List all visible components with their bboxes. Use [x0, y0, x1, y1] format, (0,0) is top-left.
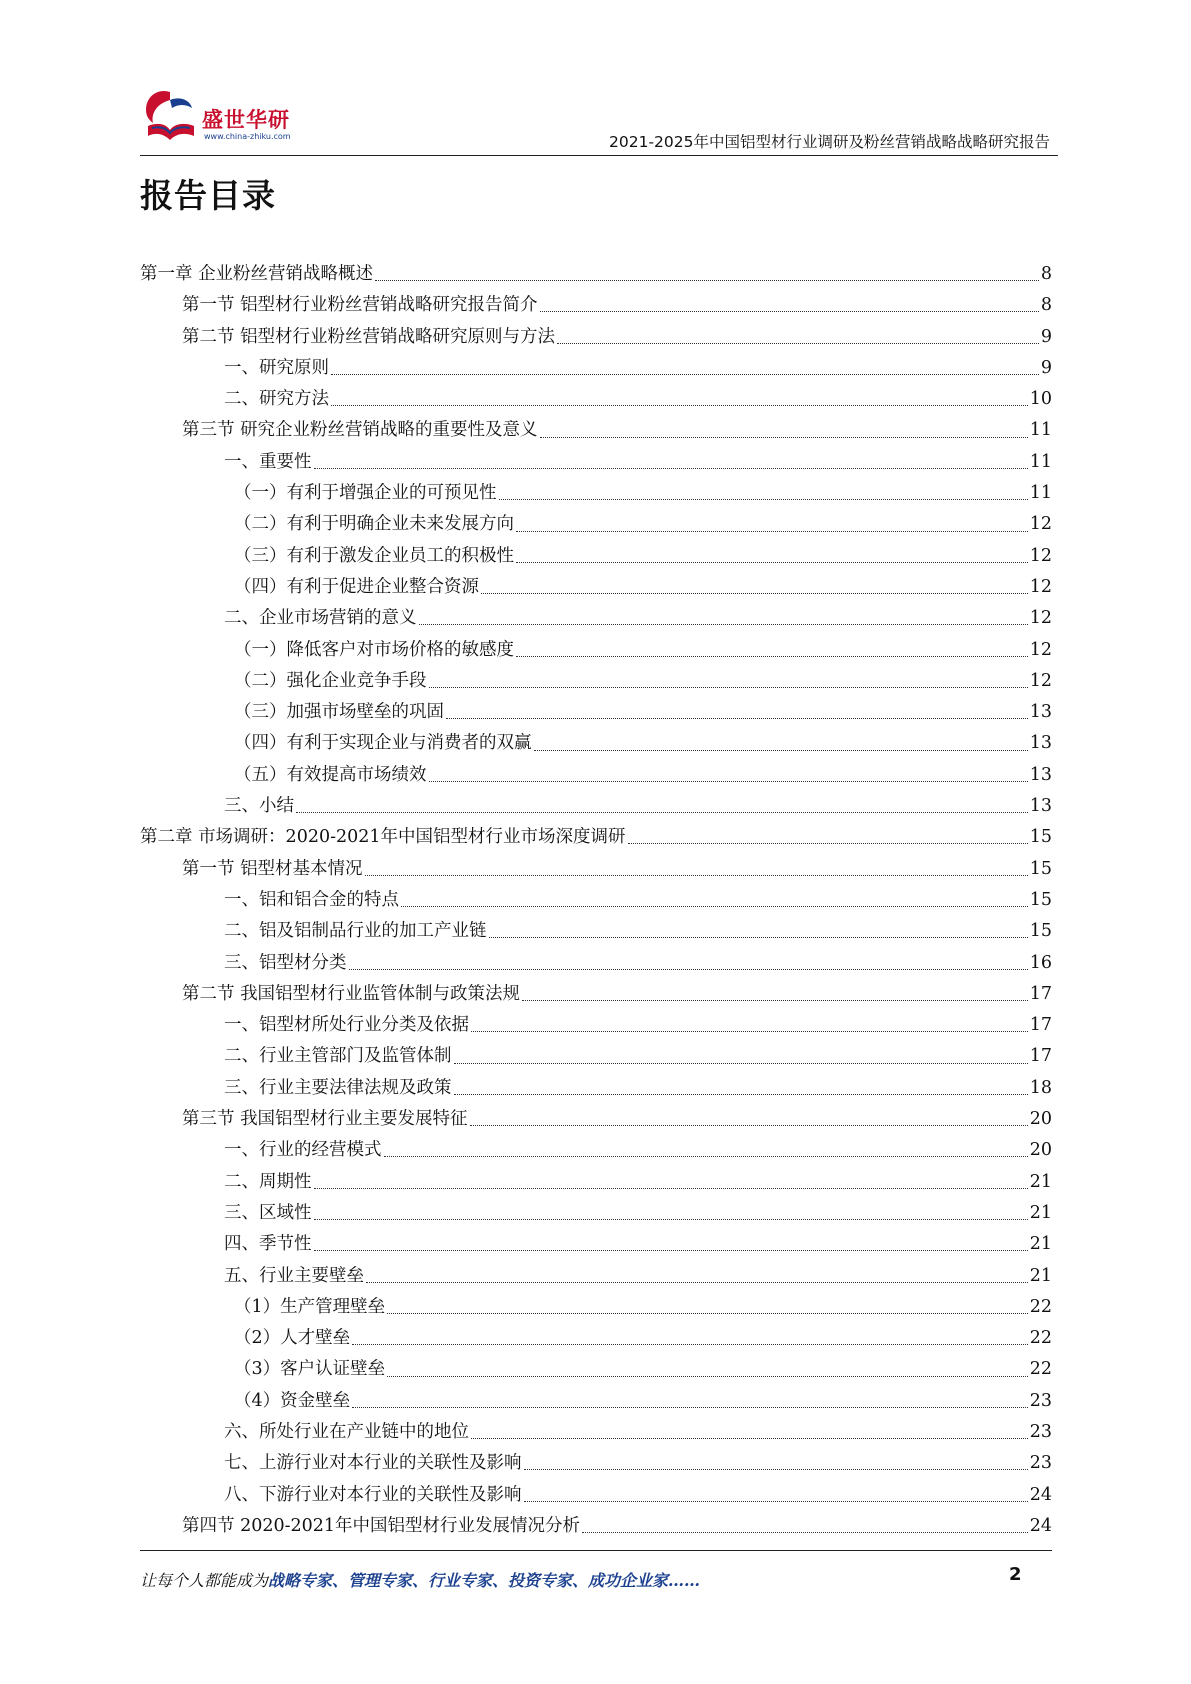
- dot-leader: [481, 593, 1028, 594]
- toc-entry-title: 第三节 我国铝型材行业主要发展特征: [182, 1104, 468, 1135]
- dot-leader: [524, 1501, 1028, 1502]
- toc-entry-title: 一、重要性: [224, 447, 312, 478]
- dot-leader: [352, 1407, 1028, 1408]
- dot-leader: [375, 280, 1039, 281]
- toc-entry-title: （1）生产管理壁垒: [234, 1292, 385, 1323]
- dot-leader: [471, 1438, 1028, 1439]
- dot-leader: [387, 1313, 1028, 1314]
- page-number: 2: [1009, 1564, 1022, 1585]
- toc-entry-page: 10: [1029, 389, 1052, 410]
- toc-entry[interactable]: [140, 979, 1052, 1010]
- toc-entry-page: 12: [1029, 670, 1052, 691]
- toc-entry-page: 12: [1029, 576, 1052, 597]
- toc-entry-title: 三、区域性: [224, 1198, 312, 1229]
- toc-entry-title: 第二节 铝型材行业粉丝营销战略研究原则与方法: [182, 322, 555, 353]
- toc-entry-page: 20: [1029, 1109, 1052, 1130]
- toc-entry-title: （2）人才壁垒: [234, 1323, 350, 1354]
- dot-leader: [296, 812, 1028, 813]
- toc-entry-title: 第三节 研究企业粉丝营销战略的重要性及意义: [182, 415, 538, 446]
- dot-leader: [516, 656, 1028, 657]
- toc-entry-title: 第一节 铝型材行业粉丝营销战略研究报告简介: [182, 290, 538, 321]
- dot-leader: [534, 750, 1028, 751]
- toc-entry-page: 23: [1029, 1421, 1052, 1442]
- toc-entry-page: 24: [1029, 1515, 1052, 1536]
- toc-entry-title: （3）客户认证壁垒: [234, 1354, 385, 1385]
- toc-entry-title: （一）有利于增强企业的可预见性: [234, 478, 497, 509]
- toc-entry-page: 21: [1029, 1234, 1052, 1255]
- toc-entry[interactable]: [140, 322, 1052, 353]
- toc-entry[interactable]: [140, 1041, 1052, 1072]
- dot-leader: [429, 781, 1028, 782]
- toc-entry-page: 15: [1029, 921, 1052, 942]
- dot-leader: [471, 1031, 1028, 1032]
- dot-leader: [454, 1094, 1028, 1095]
- dot-leader: [401, 906, 1028, 907]
- toc-entry-title: 第一章 企业粉丝营销战略概述: [140, 259, 373, 290]
- dot-leader: [349, 969, 1028, 970]
- toc-entry-page: 22: [1029, 1296, 1052, 1317]
- toc-entry[interactable]: [140, 353, 1052, 384]
- company-logo: [140, 82, 300, 152]
- header-divider: [140, 155, 1058, 156]
- toc-entry[interactable]: [140, 728, 1052, 759]
- toc-entry-title: 第二章 市场调研：2020-2021年中国铝型材行业市场深度调研: [140, 822, 626, 853]
- toc-entry-page: 12: [1029, 514, 1052, 535]
- toc-entry[interactable]: [140, 1135, 1052, 1166]
- dot-leader: [331, 374, 1039, 375]
- toc-entry[interactable]: [140, 666, 1052, 697]
- slogan-highlight: 战略专家、管理专家、行业专家、投资专家、成功企业家……: [268, 1571, 701, 1590]
- toc-entry-title: 五、行业主要壁垒: [224, 1261, 364, 1292]
- toc-entry-title: 二、周期性: [224, 1167, 312, 1198]
- dot-leader: [365, 875, 1028, 876]
- toc-entry-page: 11: [1029, 483, 1052, 504]
- toc-entry-page: 15: [1029, 827, 1052, 848]
- toc-entry-page: 24: [1029, 1484, 1052, 1505]
- dot-leader: [470, 1125, 1028, 1126]
- logo-book-swoosh-icon: [140, 86, 200, 144]
- toc-entry-page: 9: [1040, 357, 1052, 378]
- toc-entry[interactable]: [140, 1261, 1052, 1292]
- toc-entry-page: 22: [1029, 1328, 1052, 1349]
- toc-entry[interactable]: [140, 1073, 1052, 1104]
- dot-leader: [540, 311, 1039, 312]
- toc-entry[interactable]: [140, 415, 1052, 446]
- toc-entry-page: 12: [1029, 639, 1052, 660]
- toc-entry-title: 三、行业主要法律法规及政策: [224, 1073, 452, 1104]
- toc-entry-page: 21: [1029, 1202, 1052, 1223]
- dot-leader: [314, 468, 1028, 469]
- dot-leader: [516, 562, 1028, 563]
- dot-leader: [628, 843, 1028, 844]
- toc-entry-title: 二、铝及铝制品行业的加工产业链: [224, 916, 487, 947]
- dot-leader: [384, 1156, 1028, 1157]
- toc-entry-page: 17: [1029, 1015, 1052, 1036]
- toc-entry[interactable]: [140, 259, 1052, 290]
- toc-entry-title: 第四节 2020-2021年中国铝型材行业发展情况分析: [182, 1511, 580, 1542]
- toc-entry-page: 23: [1029, 1390, 1052, 1411]
- dot-leader: [582, 1532, 1028, 1533]
- dot-leader: [429, 687, 1028, 688]
- toc-entry-title: 二、企业市场营销的意义: [224, 603, 417, 634]
- toc-entry-page: 21: [1029, 1265, 1052, 1286]
- dot-leader: [522, 1000, 1028, 1001]
- toc-entry-page: 15: [1029, 858, 1052, 879]
- toc-entry[interactable]: [140, 1354, 1052, 1385]
- toc-entry-title: 七、上游行业对本行业的关联性及影响: [224, 1448, 522, 1479]
- toc-entry[interactable]: [140, 1417, 1052, 1448]
- toc-entry[interactable]: [140, 916, 1052, 947]
- dot-leader: [352, 1344, 1028, 1345]
- toc-entry[interactable]: [140, 885, 1052, 916]
- toc-entry[interactable]: [140, 509, 1052, 540]
- dot-leader: [387, 1376, 1028, 1377]
- dot-leader: [516, 531, 1028, 532]
- toc-entry-page: 12: [1029, 608, 1052, 629]
- toc-entry-page: 18: [1029, 1077, 1052, 1098]
- toc-entry[interactable]: [140, 447, 1052, 478]
- page-header: [140, 82, 1058, 160]
- toc-entry-title: 三、小结: [224, 791, 294, 822]
- toc-entry-page: 13: [1029, 796, 1052, 817]
- toc-entry-page: 8: [1040, 264, 1052, 284]
- table-of-contents: [140, 259, 1052, 1542]
- toc-entry-page: 16: [1029, 952, 1052, 973]
- toc-entry-title: （三）加强市场壁垒的巩固: [234, 697, 444, 728]
- toc-entry-page: 13: [1029, 702, 1052, 723]
- toc-entry[interactable]: [140, 603, 1052, 634]
- toc-entry-title: （二）强化企业竞争手段: [234, 666, 427, 697]
- toc-entry-title: 二、研究方法: [224, 384, 329, 415]
- toc-entry[interactable]: [140, 1229, 1052, 1260]
- toc-entry-title: （五）有效提高市场绩效: [234, 760, 427, 791]
- dot-leader: [446, 718, 1028, 719]
- toc-entry[interactable]: [140, 791, 1052, 822]
- toc-entry-page: 13: [1029, 733, 1052, 754]
- dot-leader: [540, 437, 1028, 438]
- dot-leader: [314, 1250, 1028, 1251]
- toc-entry[interactable]: [140, 760, 1052, 791]
- toc-entry-page: 12: [1029, 545, 1052, 566]
- toc-entry-title: （一）降低客户对市场价格的敏感度: [234, 635, 514, 666]
- dot-leader: [314, 1188, 1028, 1189]
- dot-leader: [489, 937, 1028, 938]
- toc-entry[interactable]: [140, 572, 1052, 603]
- footer-slogan: [140, 1568, 700, 1591]
- toc-entry-page: 23: [1029, 1453, 1052, 1474]
- toc-entry-title: 三、铝型材分类: [224, 948, 347, 979]
- toc-entry-title: 第一节 铝型材基本情况: [182, 854, 363, 885]
- footer-divider: [140, 1550, 1052, 1551]
- toc-entry-page: 9: [1040, 326, 1052, 347]
- toc-entry-page: 8: [1040, 295, 1052, 316]
- dot-leader: [454, 1063, 1028, 1064]
- dot-leader: [499, 499, 1028, 500]
- document-title: 2021-2025年中国铝型材行业调研及粉丝营销战略战略研究报告: [609, 133, 1050, 151]
- toc-entry[interactable]: [140, 1010, 1052, 1041]
- toc-entry[interactable]: [140, 1480, 1052, 1511]
- toc-entry-title: 一、铝型材所处行业分类及依据: [224, 1010, 469, 1041]
- toc-entry-page: 11: [1029, 420, 1052, 441]
- toc-entry-title: 第二节 我国铝型材行业监管体制与政策法规: [182, 979, 520, 1010]
- toc-entry[interactable]: [140, 822, 1052, 853]
- toc-entry-title: （四）有利于促进企业整合资源: [234, 572, 479, 603]
- toc-entry[interactable]: [140, 697, 1052, 728]
- toc-entry-page: 13: [1029, 764, 1052, 785]
- toc-entry[interactable]: [140, 384, 1052, 415]
- toc-entry[interactable]: [140, 1511, 1052, 1542]
- page-title: 报告目录: [140, 176, 276, 215]
- dot-leader: [366, 1282, 1028, 1283]
- toc-entry-page: 15: [1029, 889, 1052, 910]
- toc-entry-title: （四）有利于实现企业与消费者的双赢: [234, 728, 532, 759]
- toc-entry-page: 17: [1029, 983, 1052, 1004]
- logo-name: 盛世华研: [202, 108, 290, 132]
- toc-entry-page: 17: [1029, 1046, 1052, 1067]
- slogan-lead: 让每个人都能成为: [140, 1571, 269, 1590]
- toc-entry[interactable]: [140, 1198, 1052, 1229]
- toc-entry-title: 一、行业的经营模式: [224, 1135, 382, 1166]
- dot-leader: [419, 624, 1028, 625]
- toc-entry-title: （二）有利于明确企业未来发展方向: [234, 509, 514, 540]
- toc-entry-title: 八、下游行业对本行业的关联性及影响: [224, 1480, 522, 1511]
- toc-entry[interactable]: [140, 854, 1052, 885]
- toc-entry[interactable]: [140, 478, 1052, 509]
- toc-entry-title: （4）资金壁垒: [234, 1386, 350, 1417]
- toc-entry-page: 22: [1029, 1359, 1052, 1380]
- toc-entry-page: 11: [1029, 451, 1052, 472]
- toc-entry-title: 一、研究原则: [224, 353, 329, 384]
- dot-leader: [524, 1469, 1028, 1470]
- toc-entry[interactable]: [140, 1323, 1052, 1354]
- toc-entry[interactable]: [140, 1167, 1052, 1198]
- toc-entry-title: 一、铝和铝合金的特点: [224, 885, 399, 916]
- toc-entry-title: 六、所处行业在产业链中的地位: [224, 1417, 469, 1448]
- logo-url: www.china-zhiku.com: [204, 132, 291, 141]
- toc-entry[interactable]: [140, 1104, 1052, 1135]
- toc-entry-title: 二、行业主管部门及监管体制: [224, 1041, 452, 1072]
- toc-entry-title: 四、季节性: [224, 1229, 312, 1260]
- toc-entry[interactable]: [140, 541, 1052, 572]
- toc-entry[interactable]: [140, 1292, 1052, 1323]
- toc-entry[interactable]: [140, 290, 1052, 321]
- toc-entry[interactable]: [140, 1386, 1052, 1417]
- toc-entry[interactable]: [140, 1448, 1052, 1479]
- dot-leader: [314, 1219, 1028, 1220]
- toc-entry-title: （三）有利于激发企业员工的积极性: [234, 541, 514, 572]
- dot-leader: [557, 343, 1039, 344]
- toc-entry-page: 21: [1029, 1171, 1052, 1192]
- dot-leader: [331, 405, 1028, 406]
- toc-entry-page: 20: [1029, 1140, 1052, 1161]
- toc-entry[interactable]: [140, 635, 1052, 666]
- toc-entry[interactable]: [140, 948, 1052, 979]
